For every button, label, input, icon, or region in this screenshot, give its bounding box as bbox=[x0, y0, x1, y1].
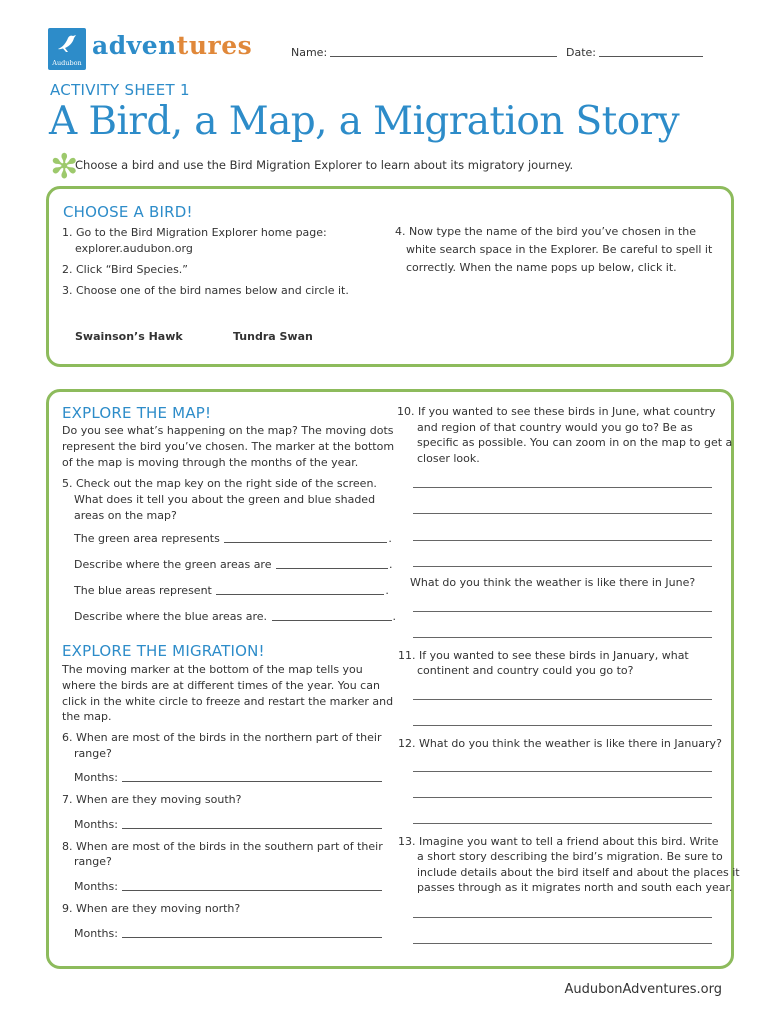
q5-line-1: 5. Check out the map key on the right side of the screen. bbox=[62, 477, 377, 490]
answer-line[interactable] bbox=[413, 725, 712, 726]
blue-represents-field[interactable]: The blue areas represent . bbox=[74, 584, 389, 597]
q5-line-2: What does it tell you about the green and blue shaded bbox=[74, 493, 376, 506]
answer-line[interactable] bbox=[413, 943, 712, 944]
date-field[interactable] bbox=[566, 46, 703, 59]
q13-line-3: include details about the bird itself and about the places it bbox=[417, 866, 740, 879]
q10-line-1: 10. If you wanted to see these birds in June, what country bbox=[397, 405, 716, 418]
map-para-line-2: represent the bird you’ve chosen. The marker at the bottom bbox=[62, 440, 395, 453]
q9: 9. When are they moving north? bbox=[62, 902, 241, 915]
q11-line-1: 11. If you wanted to see these birds in January, what bbox=[398, 649, 689, 662]
name-label: Name: bbox=[291, 46, 328, 59]
migration-para-line-1: The moving marker at the bottom of the map tells you bbox=[62, 663, 363, 676]
activity-sheet-label: ACTIVITY SHEET 1 bbox=[50, 81, 190, 99]
map-para-line-1: Do you see what’s happening on the map? The moving dots bbox=[62, 424, 394, 437]
footer-url[interactable]: AudubonAdventures.org bbox=[564, 982, 722, 997]
q10-line-3: specific as possible. You can zoom in on the map to get a bbox=[417, 436, 733, 449]
answer-line[interactable] bbox=[413, 797, 712, 798]
logo-small-text: Audubon bbox=[52, 59, 82, 67]
q13-line-1: 13. Imagine you want to tell a friend about this bird. Write bbox=[398, 835, 719, 848]
green-describe-field[interactable]: Describe where the green areas are . bbox=[74, 558, 393, 571]
green-represents-field[interactable]: The green area represents . bbox=[74, 532, 392, 545]
answer-line[interactable] bbox=[413, 771, 712, 772]
answer-line[interactable] bbox=[413, 699, 712, 700]
migration-para-line-4: the map. bbox=[62, 710, 112, 723]
blue-describe-field[interactable]: Describe where the blue areas are. . bbox=[74, 610, 396, 623]
page-title: A Bird, a Map, a Migration Story bbox=[49, 99, 680, 144]
answer-line[interactable] bbox=[413, 566, 712, 567]
q8-line-2: range? bbox=[74, 855, 112, 868]
months-field-q9[interactable]: Months: bbox=[74, 927, 383, 940]
step-1: 1. Go to the Bird Migration Explorer home page: bbox=[62, 226, 327, 239]
q10-line-2: and region of that country would you go to? Be as bbox=[417, 421, 693, 434]
q10-line-4: closer look. bbox=[417, 452, 480, 465]
migration-para-line-3: click in the white circle to freeze and restart the marker and bbox=[62, 695, 394, 708]
explorer-url: explorer.audubon.org bbox=[75, 242, 193, 255]
answer-line[interactable] bbox=[413, 917, 712, 918]
june-weather-question: What do you think the weather is like there in June? bbox=[410, 576, 696, 589]
answer-line[interactable] bbox=[413, 487, 712, 488]
adventures-wordmark: adventures bbox=[92, 31, 253, 60]
explore-migration-title: EXPLORE THE MIGRATION! bbox=[62, 642, 265, 660]
months-field-q8[interactable]: Months: bbox=[74, 880, 383, 893]
step-2: 2. Click “Bird Species.” bbox=[62, 263, 189, 276]
q12: 12. What do you think the weather is like there in January? bbox=[398, 737, 722, 750]
bird-option-swainsons-hawk[interactable]: Swainson’s Hawk bbox=[75, 330, 183, 343]
q13-line-2: a short story describing the bird’s migration. Be sure to bbox=[417, 850, 723, 863]
q13-line-4: passes through as it migrates north and south each year. bbox=[417, 881, 733, 894]
months-field-q6[interactable]: Months: bbox=[74, 771, 383, 784]
answer-line[interactable] bbox=[413, 513, 712, 514]
answer-line[interactable] bbox=[413, 823, 712, 824]
q11-line-2: continent and country could you go to? bbox=[417, 664, 634, 677]
asterisk-decoration: ✻ bbox=[50, 147, 79, 187]
map-para-line-3: of the map is moving through the months of the year. bbox=[62, 456, 359, 469]
q5-line-3: areas on the map? bbox=[74, 509, 177, 522]
name-field[interactable] bbox=[291, 46, 557, 59]
months-field-q7[interactable]: Months: bbox=[74, 818, 383, 831]
audubon-logo bbox=[48, 28, 86, 70]
q7: 7. When are they moving south? bbox=[62, 793, 242, 806]
q8-line-1: 8. When are most of the birds in the southern part of their bbox=[62, 840, 383, 853]
intro-text: Choose a bird and use the Bird Migration Explorer to learn about its migratory journey. bbox=[75, 158, 574, 172]
migration-para-line-2: where the birds are at different times of the year. You can bbox=[62, 679, 380, 692]
step-3: 3. Choose one of the bird names below and circle it. bbox=[62, 284, 349, 297]
answer-line[interactable] bbox=[413, 611, 712, 612]
step-4-line-1: 4. Now type the name of the bird you’ve chosen in the bbox=[395, 225, 697, 238]
step-4-line-3: correctly. When the name pops up below, click it. bbox=[406, 261, 677, 274]
choose-bird-title: CHOOSE A BIRD! bbox=[63, 203, 193, 221]
explore-map-title: EXPLORE THE MAP! bbox=[62, 404, 212, 422]
date-label: Date: bbox=[566, 46, 596, 59]
q6-line-2: range? bbox=[74, 747, 112, 760]
answer-line[interactable] bbox=[413, 540, 712, 541]
q6-line-1: 6. When are most of the birds in the northern part of their bbox=[62, 731, 382, 744]
step-4-line-2: white search space in the Explorer. Be careful to spell it bbox=[406, 243, 713, 256]
bird-option-tundra-swan[interactable]: Tundra Swan bbox=[233, 330, 313, 343]
answer-line[interactable] bbox=[413, 637, 712, 638]
bird-icon bbox=[55, 33, 79, 55]
